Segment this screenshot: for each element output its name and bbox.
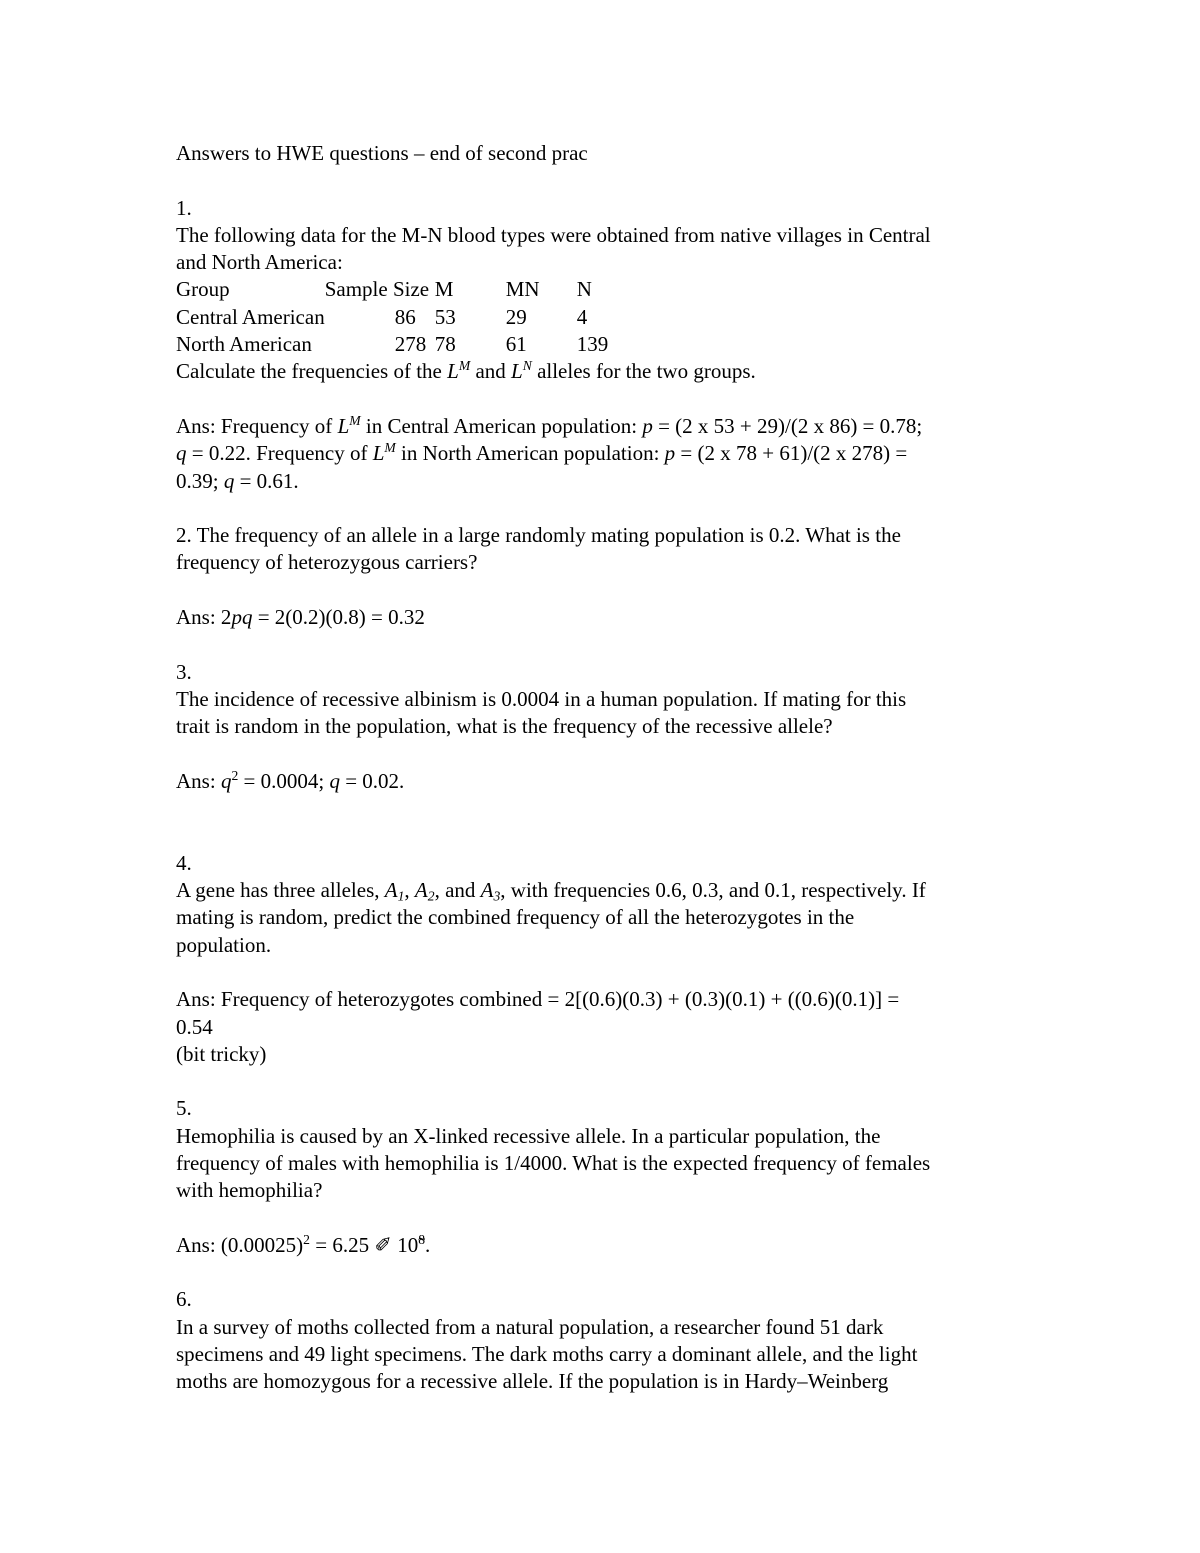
question-5 <box>176 1095 1036 1259</box>
question-text: moths are homozygous for a recessive allele. If the population is in Hardy–Weinberg <box>176 1369 889 1394</box>
question-number: 1. <box>176 195 192 220</box>
question-text: frequency of heterozygous carriers? <box>176 550 478 575</box>
table-cell: 78 <box>434 332 456 357</box>
table-row <box>176 331 637 358</box>
document-body <box>176 140 1036 1396</box>
question-number: 5. <box>176 1096 192 1121</box>
question-text: In a survey of moths collected from a natural population, a researcher found 51 dark <box>176 1314 884 1339</box>
answer-text: 0.54 <box>176 1014 213 1039</box>
table-cell: North American <box>176 332 312 357</box>
question-number: 3. <box>176 659 192 684</box>
question-4 <box>176 850 1036 1068</box>
question-text: frequency of males with hemophilia is 1/4000. What is the expected frequency of females <box>176 1150 931 1175</box>
question-text: and North America: <box>176 250 343 275</box>
question-text: The incidence of recessive albinism is 0.0004 in a human population. If mating for this <box>176 686 907 711</box>
answer-text: Ans: $(0.00025)^2 = 6.25$ ✐ 10̃$^8$. <box>176 1231 431 1257</box>
answer-text: Ans: 2pq = 2(0.2)(0.8) = 0.32 <box>176 605 425 630</box>
column-header: MN <box>505 277 540 302</box>
question-2 <box>176 522 1036 631</box>
pencil-glyph-icon: ✐ <box>374 1232 392 1257</box>
table-cell: 29 <box>505 304 527 329</box>
question-text: A gene has three alleles, $A_1$, $A_2$, and $A_3$, with frequencies 0.6, 0.3, and 0.1, respectively. If <box>176 878 926 904</box>
answer-text: 0.39; q = 0.61. <box>176 468 299 493</box>
table-cell: 86 <box>394 304 416 329</box>
column-header: Group <box>176 277 230 302</box>
question-number: 4. <box>176 850 192 875</box>
question-text: population. <box>176 932 272 957</box>
answer-text: q = 0.22. Frequency of $L^M$ in North American population: p = (2 x 78 + 61)/(2 x 278) = <box>176 440 908 466</box>
question-text: trait is random in the population, what is the frequency of the recessive allele? <box>176 714 833 739</box>
table-cell: 53 <box>434 304 456 329</box>
answer-text: Ans: Frequency of $L^M$ in Central American population: p = (2 x 53 + 29)/(2 x 86) = 0.78; <box>176 412 923 438</box>
table-cell: 61 <box>505 332 527 357</box>
question-3 <box>176 659 1036 795</box>
question-text: Hemophilia is caused by an X-linked recessive allele. In a particular population, the <box>176 1123 881 1148</box>
column-header: Sample Size <box>324 277 430 302</box>
page-title: Answers to HWE questions – end of second prac <box>176 141 588 165</box>
question-number: 6. <box>176 1287 192 1312</box>
answer-text: Ans: Frequency of heterozygotes combined = 2[(0.6)(0.3) + (0.3)(0.1) + ((0.6)(0.1)] = <box>176 987 900 1012</box>
question-text: Calculate the frequencies of the $L^M$ and $L^N$ alleles for the two groups. <box>176 358 756 384</box>
question-1 <box>176 195 1036 495</box>
table-header-row <box>176 276 637 303</box>
table-cell: 139 <box>576 332 609 357</box>
question-6 <box>176 1286 1036 1395</box>
question-text: specimens and 49 light specimens. The dark moths carry a dominant allele, and the light <box>176 1342 918 1367</box>
table-cell: 4 <box>576 304 588 329</box>
answer-text: Ans: $q^2 = 0.0004$; q = 0.02. <box>176 767 405 793</box>
blood-type-table <box>176 276 637 358</box>
question-text: The following data for the M-N blood types were obtained from native villages in Central <box>176 222 931 247</box>
answer-note: (bit tricky) <box>176 1041 267 1066</box>
table-row <box>176 304 637 331</box>
column-header: M <box>434 277 454 302</box>
question-text: mating is random, predict the combined frequency of all the heterozygotes in the <box>176 905 855 930</box>
table-cell: Central American <box>176 304 325 329</box>
table-cell: 278 <box>394 332 427 357</box>
question-text: with hemophilia? <box>176 1178 323 1203</box>
column-header: N <box>576 277 592 302</box>
question-text: 2. The frequency of an allele in a large randomly mating population is 0.2. What is the <box>176 523 901 548</box>
